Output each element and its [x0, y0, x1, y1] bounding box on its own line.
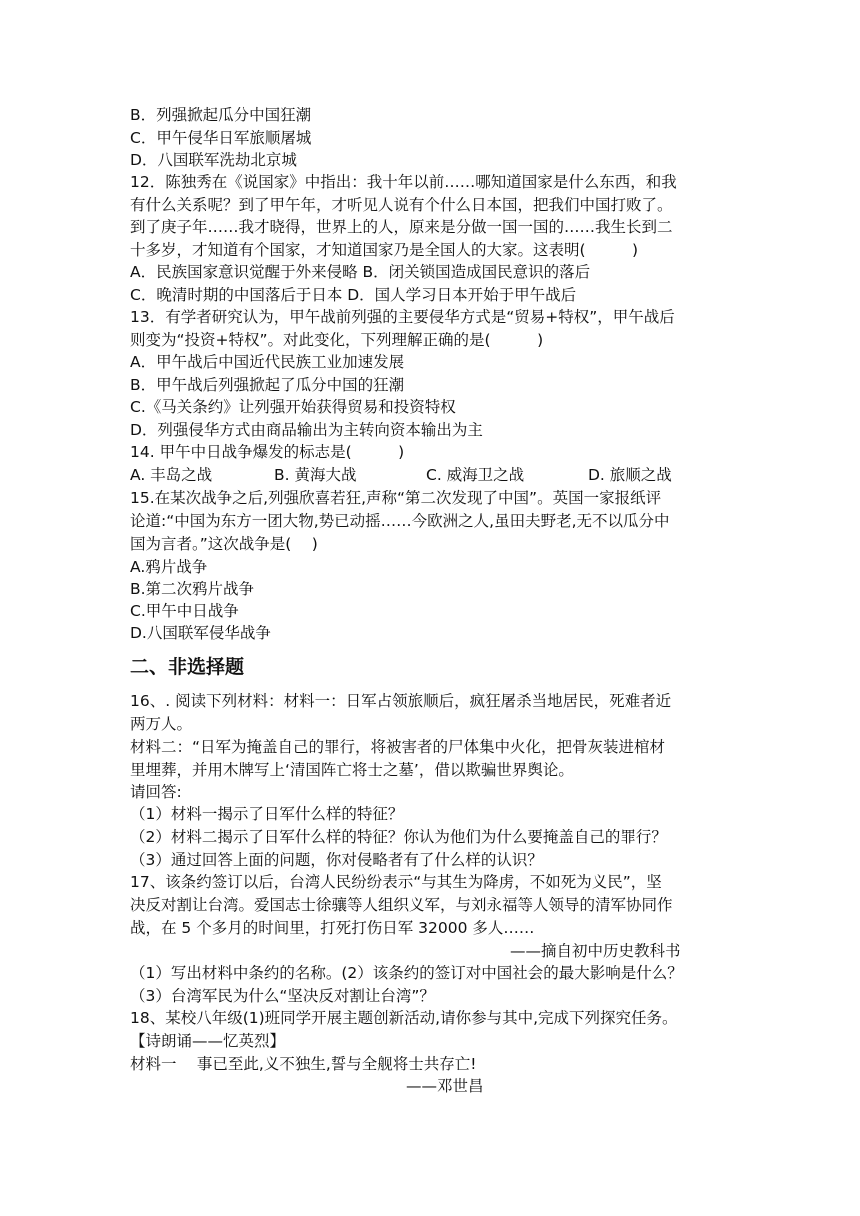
q12-stem-line: 到了庚子年……我才晓得，世界上的人，原来是分做一国一国的……我生长到二: [130, 218, 673, 236]
q17-stem-line: 战，在 5 个多月的时间里，打死打伤日军 32000 多人……: [130, 919, 535, 937]
q12-options-ab: A．民族国家意识觉醒于外来侵略 B．闭关锁国造成国民意识的落后: [130, 263, 591, 281]
q16-stem-line: 里埋葬，并用木牌写上‘清国阵亡将士之墓’，借以欺骗世界舆论。: [130, 761, 574, 779]
section-heading: 二、非选择题: [130, 656, 245, 678]
q18-source: ——邓世昌: [406, 1077, 484, 1095]
q15-option-c: C.甲午中日战争: [130, 602, 239, 620]
q15-stem-line: 论道:“中国为东方一团大物,势已动摇……今欧洲之人,虽田夫野老,无不以瓜分中: [130, 512, 670, 530]
q17-stem-line: 17、该条约签订以后，台湾人民纷纷表示“与其生为降虏，不如死为义民”，坚: [130, 873, 662, 891]
q14-stem: 14. 甲午中日战争爆发的标志是( ): [130, 443, 405, 461]
q17-subquestion-3: （3）台湾军民为什么“坚决反对割让台湾”？: [130, 987, 435, 1005]
q13-stem-line: 则变为“投资+特权”。对此变化，下列理解正确的是( ): [130, 331, 544, 349]
q18-stem: 18、某校八年级(1)班同学开展主题创新活动,请你参与其中,完成下列探究任务。: [130, 1009, 678, 1027]
q15-stem-line: 15.在某次战争之后,列强欣喜若狂,声称“第二次发现了中国”。英国一家报纸评: [130, 489, 662, 507]
q16-subquestion-3: （3）通过回答上面的问题，你对侵略者有了什么样的认识？: [130, 851, 543, 869]
q15-stem-line: 国为言者。”这次战争是( ): [130, 535, 318, 553]
q16-stem-line: 材料二：“日军为掩盖自己的罪行，将被害者的尸体集中火化，把骨灰装进棺材: [130, 738, 666, 756]
q12-options-cd: C．晚清时期的中国落后于日本 D．国人学习日本开始于甲午战后: [130, 286, 577, 304]
q16-subquestion-2: （2）材料二揭示了日军什么样的特征？你认为他们为什么要掩盖自己的罪行？: [130, 828, 667, 846]
q17-subquestions-1-2: （1）写出材料中条约的名称。(2）该条约的签订对中国社会的最大影响是什么？: [130, 964, 683, 982]
q13-option-d: D．列强侵华方式由商品输出为主转向资本输出为主: [130, 421, 483, 439]
q18-section-label: 【诗朗诵——忆英烈】: [130, 1032, 286, 1050]
q14-options: [130, 464, 730, 486]
q14-option-c: C. 威海卫之战: [426, 466, 525, 484]
q13-option-c: C.《马关条约》让列强开始获得贸易和投资特权: [130, 398, 456, 416]
q16-subquestion-1: （1）材料一揭示了日军什么样的特征？: [130, 805, 404, 823]
q17-source: ——摘自初中历史教科书: [510, 942, 681, 960]
q13-option-a: A．甲午战后中国近代民族工业加速发展: [130, 353, 405, 371]
q17-stem-line: 决反对割让台湾。爱国志士徐骧等人组织义军，与刘永福等人领导的清军协同作: [130, 896, 673, 914]
q16-stem-line: 16、. 阅读下列材料：材料一：日军占领旅顺后，疯狂屠杀当地居民，死难者近: [130, 692, 672, 710]
q14-option-a: A. 丰岛之战: [130, 466, 213, 484]
q12-stem-line: 有什么关系呢？到了甲午年，才听见人说有个什么日本国，把我们中国打败了。: [130, 196, 673, 214]
q12-stem-line: 12．陈独秀在《说国家》中指出：我十年以前……哪知道国家是什么东西，和我: [130, 173, 677, 191]
q15-option-b: B.第二次鸦片战争: [130, 580, 255, 598]
q12-stem-line: 十多岁，才知道有个国家，才知道国家乃是全国人的大家。这表明( ): [130, 241, 639, 259]
q13-option-b: B．甲午战后列强掀起了瓜分中国的狂潮: [130, 376, 405, 394]
q16-prompt: 请回答:: [130, 783, 182, 801]
q11-option-d: D．八国联军洗劫北京城: [130, 151, 297, 169]
q15-option-d: D.八国联军侵华战争: [130, 624, 271, 642]
q11-option-b: B．列强掀起瓜分中国狂潮: [130, 106, 312, 124]
q16-stem-line: 两万人。: [130, 715, 193, 733]
q15-option-a: A.鸦片战争: [130, 558, 208, 576]
q14-option-b: B. 黄海大战: [274, 466, 357, 484]
q11-option-c: C．甲午侵华日军旅顺屠城: [130, 129, 312, 147]
q13-stem-line: 13．有学者研究认为，甲午战前列强的主要侵华方式是“贸易+特权”，甲午战后: [130, 308, 675, 326]
q18-material-1: 材料一 事已至此,义不独生,誓与全舰将士共存亡!: [130, 1055, 477, 1073]
q14-option-d: D. 旅顺之战: [588, 466, 672, 484]
